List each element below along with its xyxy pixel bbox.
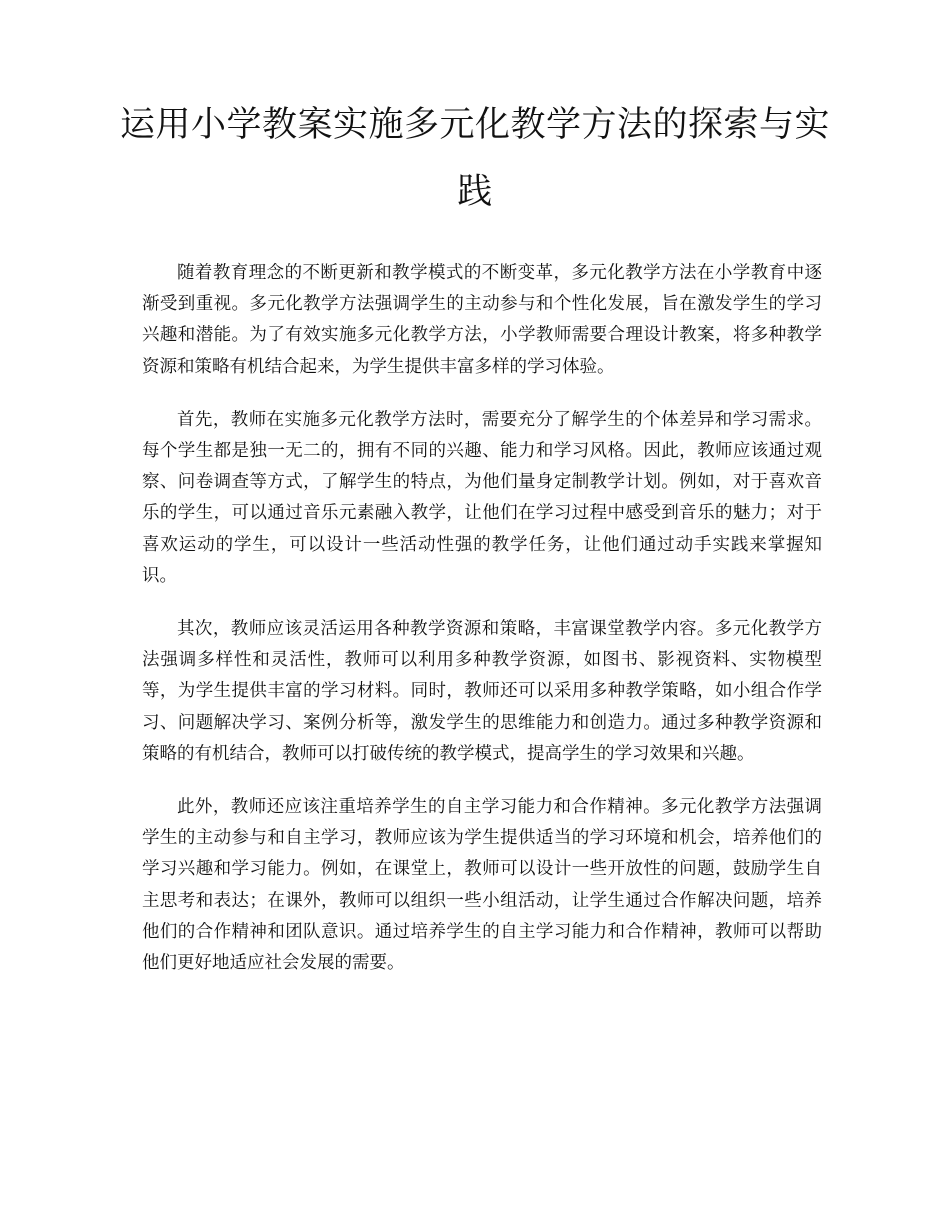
paragraph: 随着教育理念的不断更新和教学模式的不断变革，多元化教学方法在小学教育中逐渐受到重视。多元化教学方法强调学生的主动参与和个性化发展，旨在激发学生的学习兴趣和潜能。为了有效实施多元化教学方法，小学教师需要合理设计教案，将多种教学资源和策略有机结合起来，为学生提供丰富多样的学习体验。 bbox=[142, 263, 822, 377]
document-body bbox=[142, 258, 822, 1001]
paragraph: 首先，教师在实施多元化教学方法时，需要充分了解学生的个体差异和学习需求。每个学生都是独一无二的，拥有不同的兴趣、能力和学习风格。因此，教师应该通过观察、问卷调查等方式，了解学生的特点，为他们量身定制教学计划。例如，对于喜欢音乐的学生，可以通过音乐元素融入教学，让他们在学习过程中感受到音乐的魅力；对于喜欢运动的学生，可以设计一些活动性强的教学任务，让他们通过动手实践来掌握知识。 bbox=[142, 409, 822, 586]
paragraph: 此外，教师还应该注重培养学生的自主学习能力和合作精神。多元化教学方法强调学生的主动参与和自主学习，教师应该为学生提供适当的学习环境和机会，培养他们的学习兴趣和学习能力。例如，在课堂上，教师可以设计一些开放性的问题，鼓励学生自主思考和表达；在课外，教师可以组织一些小组活动，让学生通过合作解决问题，培养他们的合作精神和团队意识。通过培养学生的自主学习能力和合作精神，教师可以帮助他们更好地适应社会发展的需要。 bbox=[142, 797, 822, 974]
paragraph: 其次，教师应该灵活运用各种教学资源和策略，丰富课堂教学内容。多元化教学方法强调多样性和灵活性，教师可以利用多种教学资源，如图书、影视资料、实物模型等，为学生提供丰富的学习材料。同时，教师还可以采用多种教学策略，如小组合作学习、问题解决学习、案例分析等，激发学生的思维能力和创造力。通过多种教学资源和策略的有机结合，教师可以打破传统的教学模式，提高学生的学习效果和兴趣。 bbox=[142, 619, 822, 764]
document-title: 运用小学教案实施多元化教学方法的探索与实践 bbox=[120, 105, 831, 212]
